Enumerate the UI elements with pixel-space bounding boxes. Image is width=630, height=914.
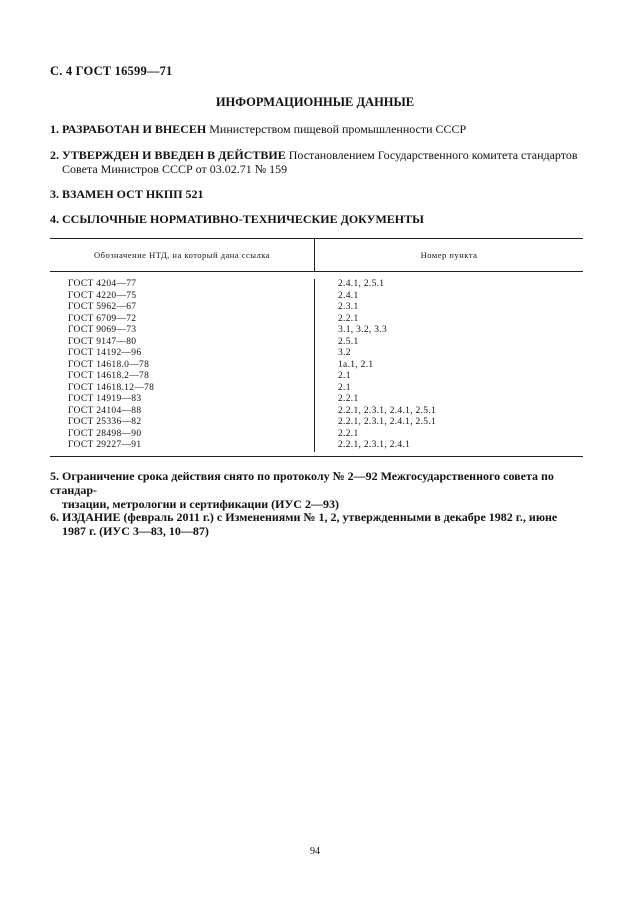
table-cell-clause: 2.2.1 xyxy=(338,428,359,439)
table-cell-document: ГОСТ 24104—88 xyxy=(68,405,142,416)
info-item-6 xyxy=(50,510,582,538)
table-cell-document: ГОСТ 5962—67 xyxy=(68,302,137,312)
header-document: Обозначение НТД, на который дана ссылка xyxy=(50,239,315,271)
table-cell-clause: 3.2 xyxy=(338,348,351,358)
item-6-lead: 6. ИЗДАНИЕ xyxy=(50,510,121,524)
info-item-4 xyxy=(50,212,582,226)
table-cell-document: ГОСТ 14618.0—78 xyxy=(68,359,150,370)
table-cell-clause: 3.1, 3.2, 3.3 xyxy=(338,325,388,335)
table-cell-document: ГОСТ 4220—75 xyxy=(68,290,137,301)
item-1-lead: 1. РАЗРАБОТАН И ВНЕСЕН xyxy=(50,122,207,136)
info-item-5 xyxy=(50,469,582,511)
item-4-lead: 4. ССЫЛОЧНЫЕ НОРМАТИВНО-ТЕХНИЧЕСКИЕ ДОКУМЕНТЫ xyxy=(50,212,424,226)
item-2-continuation: Совета Министров СССР от 03.02.71 № 159 xyxy=(62,162,288,176)
document-column xyxy=(50,279,315,452)
table-cell-document: ГОСТ 14192—96 xyxy=(68,348,142,358)
table-header-row xyxy=(50,239,583,272)
table-cell-clause: 2.1 xyxy=(338,382,351,393)
table-cell-clause: 2.3.1 xyxy=(338,302,359,312)
table-cell-document: ГОСТ 6709—72 xyxy=(68,313,137,324)
table-cell-document: ГОСТ 14618.12—78 xyxy=(68,382,155,393)
table-cell-document: ГОСТ 4204—77 xyxy=(68,279,137,289)
clause-column xyxy=(315,279,583,452)
table-cell-clause: 2.1 xyxy=(338,371,351,381)
table-cell-clause: 2.4.1 xyxy=(338,290,359,301)
page-number: 94 xyxy=(310,846,320,857)
table-cell-clause: 2.2.1 xyxy=(338,394,359,404)
table-cell-clause: 2.5.1 xyxy=(338,336,359,347)
running-header: С. 4 ГОСТ 16599—71 xyxy=(50,64,173,78)
table-cell-clause: 2.2.1, 2.3.1, 2.4.1, 2.5.1 xyxy=(338,405,437,416)
table-cell-document: ГОСТ 14618.2—78 xyxy=(68,371,150,381)
table-cell-clause: 2.2.1 xyxy=(338,313,359,324)
table-body xyxy=(50,272,583,456)
item-2-lead: 2. УТВЕРЖДЕН И ВВЕДЕН В ДЕЙСТВИЕ xyxy=(50,148,286,162)
section-title: ИНФОРМАЦИОННЫЕ ДАННЫЕ xyxy=(215,95,415,109)
table-cell-clause: 2.2.1, 2.3.1, 2.4.1, 2.5.1 xyxy=(338,417,437,427)
table-cell-document: ГОСТ 9069—73 xyxy=(68,325,137,335)
reference-documents-table xyxy=(50,238,583,457)
item-1-text: Министерством пищевой промышленности СССР xyxy=(206,122,467,136)
table-cell-document: ГОСТ 28498—90 xyxy=(68,428,142,439)
item-5-continuation: тизации, метрологии и сертификации (ИУС 2—93) xyxy=(62,497,339,511)
table-cell-clause: 2.2.1, 2.3.1, 2.4.1 xyxy=(338,440,411,450)
info-item-3 xyxy=(50,187,582,201)
item-5-text: 5. Ограничение срока действия снято по протоколу № 2—92 Межгосударственного совета по стандар- xyxy=(50,469,554,497)
table-cell-document: ГОСТ 25336—82 xyxy=(68,417,142,427)
header-clause: Номер пункта xyxy=(420,250,478,260)
table-cell-clause: 1а.1, 2.1 xyxy=(338,359,374,370)
table-cell-document: ГОСТ 14919—83 xyxy=(68,394,142,404)
info-item-1 xyxy=(50,122,582,136)
table-cell-clause: 2.4.1, 2.5.1 xyxy=(338,279,385,289)
item-6-continuation: 1987 г. (ИУС 3—83, 10—87) xyxy=(62,524,209,538)
info-item-2 xyxy=(50,148,582,176)
item-3-lead: 3. ВЗАМЕН ОСТ НКПП 521 xyxy=(50,187,204,201)
table-cell-document: ГОСТ 29227—91 xyxy=(68,440,142,450)
item-2-text: Постановлением Государственного комитета стандартов xyxy=(285,148,578,162)
item-6-text: (февраль 2011 г.) с Изменениями № 1, 2, утвержденными в декабре 1982 г., июне xyxy=(120,510,558,524)
table-cell-document: ГОСТ 9147—80 xyxy=(68,336,137,347)
